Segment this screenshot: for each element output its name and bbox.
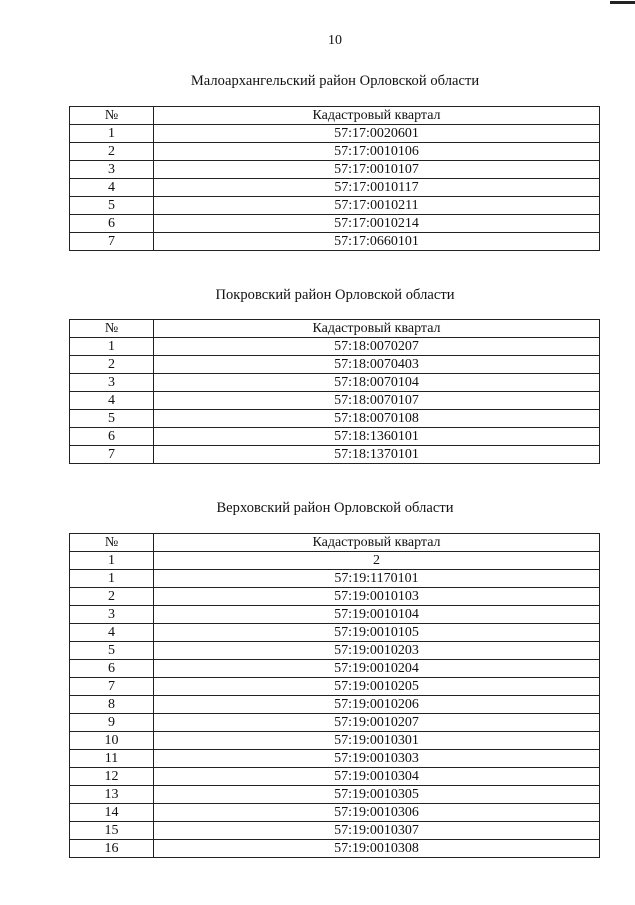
row-number-cell: 5 — [70, 410, 154, 428]
table-row — [70, 750, 600, 768]
row-number-cell: 14 — [70, 804, 154, 822]
table-row — [70, 552, 600, 570]
column-header-cadastral-quarter: Кадастровый квартал — [154, 320, 600, 338]
cadastral-quarter-cell: 57:18:1370101 — [154, 446, 600, 464]
table-row — [70, 822, 600, 840]
table-row — [70, 125, 600, 143]
row-number-cell: 3 — [70, 374, 154, 392]
row-number-cell: 2 — [70, 588, 154, 606]
row-number-cell: 3 — [70, 161, 154, 179]
table-row — [70, 804, 600, 822]
table-row — [70, 606, 600, 624]
cadastral-quarter-cell: 57:17:0020601 — [154, 125, 600, 143]
table-pokrovsky — [69, 319, 600, 464]
cadastral-quarter-cell: 57:18:0070104 — [154, 374, 600, 392]
table-row — [70, 215, 600, 233]
column-header-cadastral-quarter: Кадастровый квартал — [154, 107, 600, 125]
table-row — [70, 356, 600, 374]
table-row — [70, 696, 600, 714]
cadastral-quarter-cell: 57:18:0070403 — [154, 356, 600, 374]
cadastral-quarter-cell: 57:18:0070107 — [154, 392, 600, 410]
cadastral-quarter-cell: 57:19:0010307 — [154, 822, 600, 840]
row-number-cell: 6 — [70, 428, 154, 446]
table-row — [70, 338, 600, 356]
table-row — [70, 233, 600, 251]
column-header-number: № — [70, 534, 154, 552]
cadastral-quarter-cell: 57:19:1170101 — [154, 570, 600, 588]
cadastral-quarter-cell: 57:17:0010117 — [154, 179, 600, 197]
table-row — [70, 588, 600, 606]
row-number-cell: 5 — [70, 197, 154, 215]
section-title-pokrovsky: Покровский район Орловской области — [215, 287, 455, 303]
table-row — [70, 714, 600, 732]
table-row — [70, 410, 600, 428]
cadastral-quarter-cell: 57:19:0010303 — [154, 750, 600, 768]
row-number-cell: 4 — [70, 624, 154, 642]
table-row — [70, 446, 600, 464]
table-header-row — [70, 320, 600, 338]
cadastral-quarter-cell: 57:19:0010308 — [154, 840, 600, 858]
cadastral-quarter-cell: 57:19:0010205 — [154, 678, 600, 696]
section-title-maloarkhangelsk: Малоархангельский район Орловской области — [190, 73, 480, 89]
cadastral-quarter-cell: 57:17:0010106 — [154, 143, 600, 161]
table-row — [70, 678, 600, 696]
row-number-cell: 13 — [70, 786, 154, 804]
corner-mark — [610, 1, 635, 4]
row-number-cell: 16 — [70, 840, 154, 858]
table-row — [70, 428, 600, 446]
cadastral-quarter-cell: 57:17:0660101 — [154, 233, 600, 251]
column-header-number: № — [70, 107, 154, 125]
cadastral-quarter-cell: 57:19:0010206 — [154, 696, 600, 714]
cadastral-quarter-cell: 57:19:0010105 — [154, 624, 600, 642]
table-row — [70, 374, 600, 392]
row-number-cell: 2 — [70, 356, 154, 374]
row-number-cell: 11 — [70, 750, 154, 768]
cadastral-quarter-cell: 57:19:0010203 — [154, 642, 600, 660]
cadastral-quarter-cell: 57:18:0070108 — [154, 410, 600, 428]
section-title-verkhovsky: Верховский район Орловской области — [216, 500, 454, 516]
table-row — [70, 732, 600, 750]
table-row — [70, 624, 600, 642]
cadastral-quarter-cell: 57:19:0010207 — [154, 714, 600, 732]
row-number-cell: 7 — [70, 233, 154, 251]
cadastral-quarter-cell: 57:19:0010305 — [154, 786, 600, 804]
row-number-cell: 4 — [70, 179, 154, 197]
cadastral-quarter-cell: 57:18:0070207 — [154, 338, 600, 356]
row-number-cell: 10 — [70, 732, 154, 750]
cadastral-quarter-cell: 57:18:1360101 — [154, 428, 600, 446]
page-number: 10 — [328, 33, 342, 48]
cadastral-quarter-cell: 2 — [154, 552, 600, 570]
column-header-cadastral-quarter: Кадастровый квартал — [154, 534, 600, 552]
table-header-row — [70, 107, 600, 125]
table-row — [70, 392, 600, 410]
table-row — [70, 570, 600, 588]
table-verkhovsky — [69, 533, 600, 858]
table-maloarkhangelsk — [69, 106, 600, 251]
table-row — [70, 768, 600, 786]
row-number-cell: 7 — [70, 678, 154, 696]
table-row — [70, 197, 600, 215]
row-number-cell: 2 — [70, 143, 154, 161]
column-header-number: № — [70, 320, 154, 338]
table-row — [70, 642, 600, 660]
row-number-cell: 1 — [70, 338, 154, 356]
row-number-cell: 8 — [70, 696, 154, 714]
row-number-cell: 6 — [70, 215, 154, 233]
row-number-cell: 7 — [70, 446, 154, 464]
cadastral-quarter-cell: 57:19:0010103 — [154, 588, 600, 606]
cadastral-quarter-cell: 57:19:0010104 — [154, 606, 600, 624]
table-row — [70, 660, 600, 678]
table-row — [70, 179, 600, 197]
row-number-cell: 9 — [70, 714, 154, 732]
row-number-cell: 1 — [70, 570, 154, 588]
cadastral-quarter-cell: 57:19:0010306 — [154, 804, 600, 822]
cadastral-quarter-cell: 57:19:0010301 — [154, 732, 600, 750]
row-number-cell: 6 — [70, 660, 154, 678]
table-header-row — [70, 534, 600, 552]
cadastral-quarter-cell: 57:19:0010304 — [154, 768, 600, 786]
cadastral-quarter-cell: 57:17:0010107 — [154, 161, 600, 179]
row-number-cell: 15 — [70, 822, 154, 840]
row-number-cell: 5 — [70, 642, 154, 660]
cadastral-quarter-cell: 57:17:0010214 — [154, 215, 600, 233]
cadastral-quarter-cell: 57:19:0010204 — [154, 660, 600, 678]
row-number-cell: 1 — [70, 552, 154, 570]
table-row — [70, 161, 600, 179]
row-number-cell: 4 — [70, 392, 154, 410]
cadastral-quarter-cell: 57:17:0010211 — [154, 197, 600, 215]
row-number-cell: 3 — [70, 606, 154, 624]
table-row — [70, 143, 600, 161]
row-number-cell: 12 — [70, 768, 154, 786]
row-number-cell: 1 — [70, 125, 154, 143]
table-row — [70, 786, 600, 804]
table-row — [70, 840, 600, 858]
